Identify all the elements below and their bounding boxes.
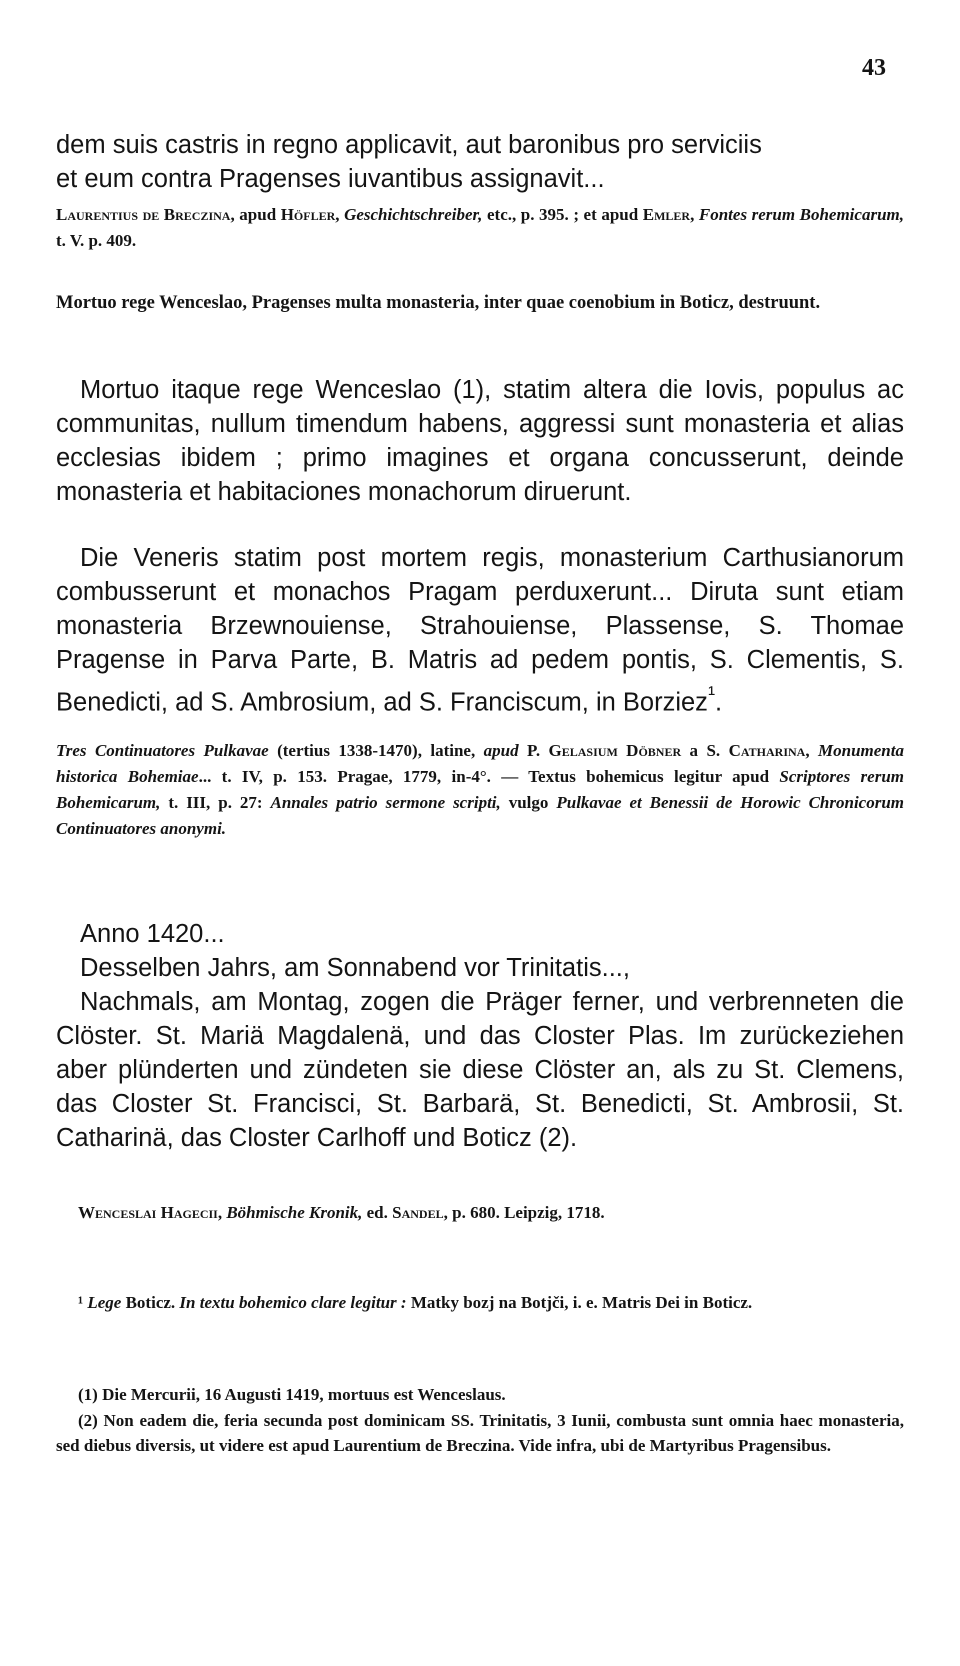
author-name: Höfler,	[280, 205, 340, 224]
section-summary: Mortuo rege Wenceslao, Pragenses multa monasteria, inter quae coenobium in Boticz, destruunt.	[56, 293, 821, 313]
footnote-marker: ¹	[707, 682, 716, 706]
author-name: Sandel,	[392, 1203, 448, 1222]
endnote-1: (1) Die Mercurii, 16 Augusti 1419, mortuus est Wenceslaus.	[78, 1385, 506, 1404]
citation-pulkava: Tres Continuatores Pulkavae (tertius 1338-1470), latine, apud P. Gelasium Döbner a S. Catharina, Monumenta historica Bohemiae... t. IV, p. 153. Pragae, 1779, in-4°. — Textus bohemicus legitur apud Scriptores rerum Bohemicarum, t. III, p. 27: Annales patrio sermone scripti, vulgo Pulkavae et Benessii de Horowic Chronicorum Continuatores anonymi.	[56, 741, 905, 838]
author-name: Emler,	[642, 205, 695, 224]
work-title: Scriptores rerum Bohemicarum,	[56, 767, 905, 812]
work-title: Pulkavae et Benessii de Horowic Chronicorum Continuatores anonymi.	[56, 793, 905, 838]
citation-hagecius: Wenceslai Hagecii, Böhmische Kronik, ed. Sandel, p. 680. Leipzig, 1718.	[78, 1203, 605, 1222]
author-name: Gelasium Döbner	[548, 741, 682, 760]
quote-line: et eum contra Pragenses iuvantibus assignavit...	[56, 165, 605, 193]
footnote-marker: ¹	[78, 1293, 88, 1312]
paragraph-chronicle-2: Die Veneris statim post mortem regis, monasterium Carthusianorum combusserunt et monachos Pragam perduxerunt... Diruta sunt etiam monasteria Brzewnouiense, Strahouiense, Plassense, S. Thomae Pragense in Parva Parte, B. Matris ad pedem pontis, S. Clementis, S. Benedicti, ad S. Ambrosium, ad S. Franciscum, in Borziez$^{^1}$.	[56, 544, 904, 717]
citation-breczina: Laurentius de Breczina, apud Höfler, Geschichtschreiber, etc., p. 395. ; et apud Emler, Fontes rerum Bohemicarum, t. V. p. 409.	[56, 205, 904, 250]
author-name: Laurentius de Breczina,	[56, 205, 235, 224]
quote-line: dem suis castris in regno applicavit, aut baronibus pro serviciis	[56, 131, 762, 159]
german-quote	[56, 917, 904, 1155]
paragraph-chronicle-1: Mortuo itaque rege Wenceslao (1), statim altera die Iovis, populus ac communitas, nullum timendum habens, aggressi sunt monasteria et alias ecclesias ibidem ; primo imagines et organa concusserunt, deinde monasteria et habitaciones monachorum diruerunt.	[56, 376, 904, 506]
german-paragraph: Nachmals, am Montag, zogen die Präger ferner, und verbrenneten die Clöster. St. Mariä Magdalenä, und das Closter Plas. Im zurückeziehen aber plünderten und zündeten sie diese Clöster an, als zu St. Clemens, das Closter St. Francisci, St. Barbarä, St. Benedicti, St. Ambrosii, St. Catharinä, das Closter Carlhoff und Boticz (2).	[56, 988, 904, 1152]
work-title: Monumenta historica Bohemiae	[56, 741, 904, 786]
endnote-2: (2) Non eadem die, feria secunda post dominicam SS. Trinitatis, 3 Iunii, combusta sunt omnia haec monasteria, sed diebus diversis, ut videre est apud Laurentium de Breczina. Vide infra, ubi de Martyribus Pragensibus.	[56, 1411, 904, 1455]
work-title: Böhmische Kronik,	[226, 1203, 363, 1222]
author-name: Catharina,	[728, 741, 810, 760]
page-number: 43	[862, 55, 886, 81]
work-title: Annales patrio sermone scripti,	[270, 793, 501, 812]
footnote-1: ¹ Lege Boticz. In textu bohemico clare legitur : Matky bozj na Botjči, i. e. Matris Dei in Boticz.	[78, 1293, 753, 1312]
german-line: Anno 1420...	[80, 920, 225, 948]
german-line: Desselben Jahrs, am Sonnabend vor Trinitatis...,	[80, 954, 630, 982]
work-title: Fontes rerum Bohemicarum,	[698, 205, 904, 224]
work-title: Tres Continuatores Pulkavae	[56, 741, 269, 760]
author-name: Wenceslai Hagecii,	[78, 1203, 223, 1222]
quote-continuation	[56, 128, 904, 196]
work-title: Geschichtschreiber,	[344, 205, 483, 224]
